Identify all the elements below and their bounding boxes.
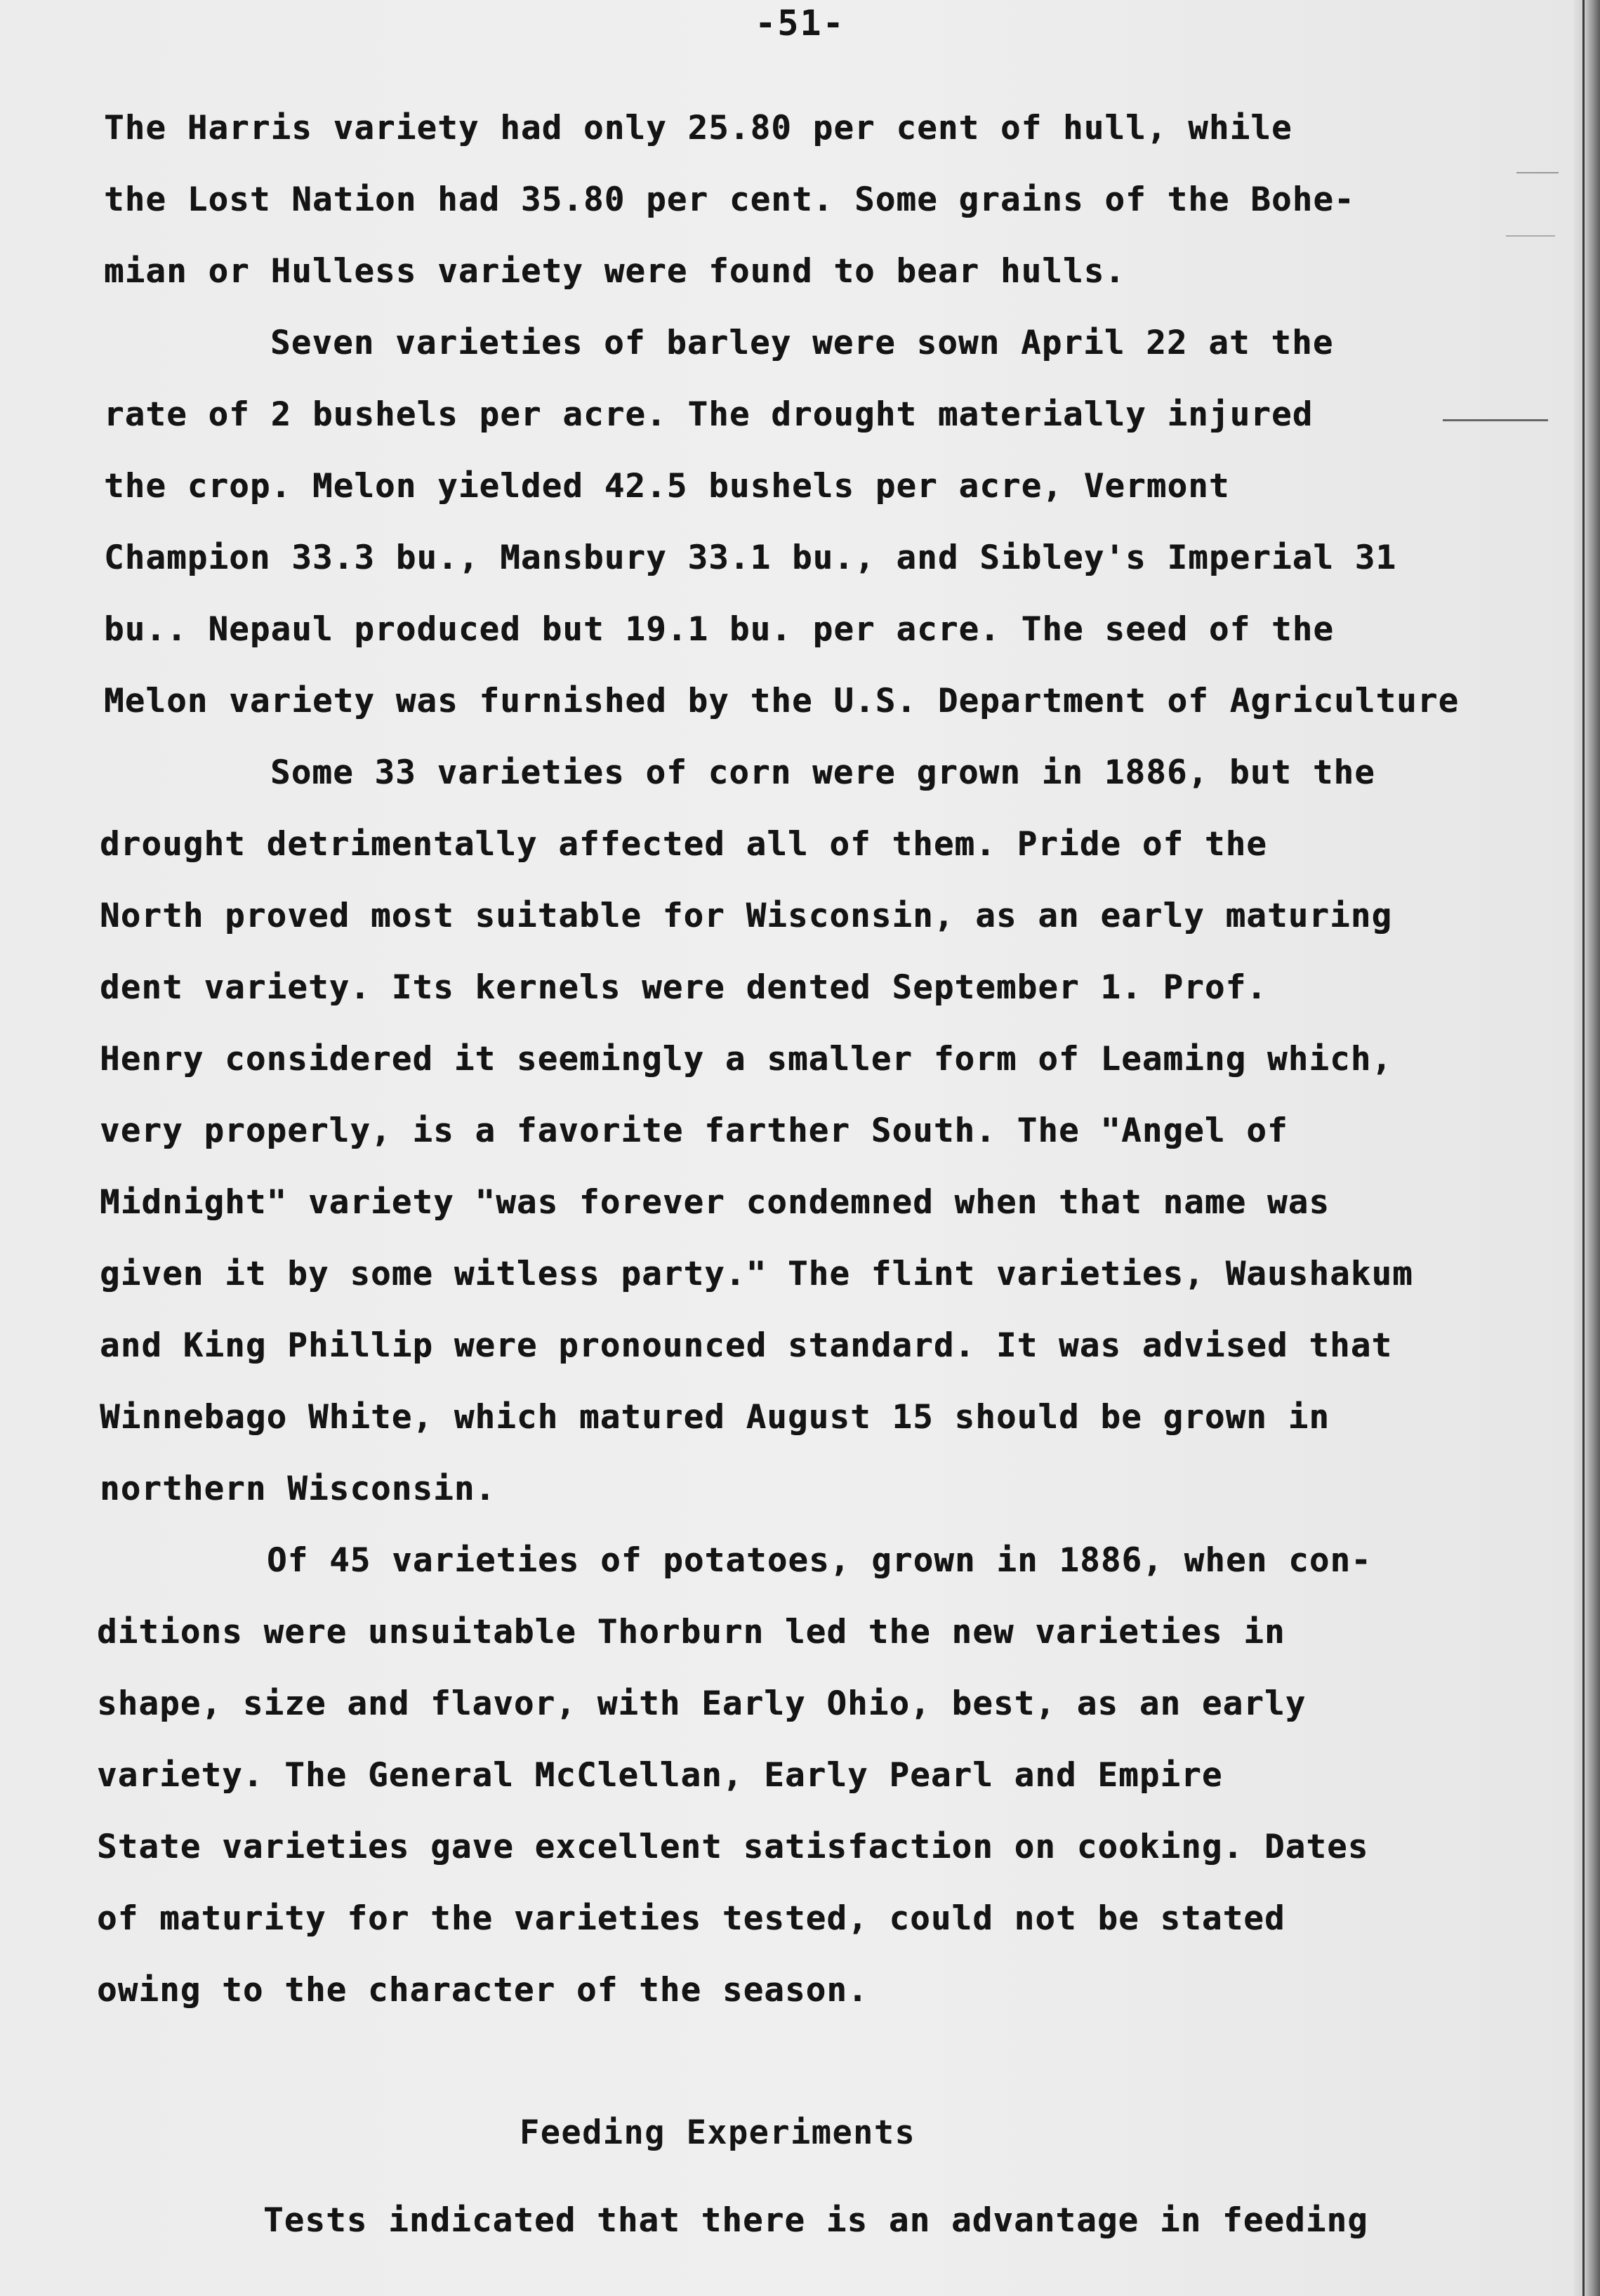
text-line: the crop. Melon yielded 42.5 bushels per acre, Vermont	[104, 467, 1230, 506]
text-line: State varieties gave excellent satisfaction on cooking. Dates	[97, 1828, 1369, 1866]
text-line: drought detrimentally affected all of them. Pride of the	[100, 825, 1267, 864]
text-line-indented: Tests indicated that there is an advantage in feeding	[263, 2201, 1368, 2240]
text-line: given it by some witless party." The flint varieties, Waushakum	[100, 1255, 1413, 1293]
section-heading: Feeding Experiments	[520, 2113, 916, 2152]
text-line: of maturity for the varieties tested, could not be stated	[97, 1899, 1285, 1938]
text-line: variety. The General McClellan, Early Pearl and Empire	[97, 1756, 1223, 1795]
text-line-indented: Some 33 varieties of corn were grown in 1886, but the	[270, 753, 1375, 792]
text-line: shape, size and flavor, with Early Ohio, best, as an early	[97, 1684, 1307, 1723]
text-line: owing to the character of the season.	[97, 1971, 868, 2010]
text-line: mian or Hulless variety were found to bear hulls.	[104, 252, 1126, 291]
text-line: and King Phillip were pronounced standard. It was advised that	[100, 1326, 1393, 1365]
margin-scan-speck	[1516, 172, 1559, 173]
text-line: Winnebago White, which matured August 15 should be grown in	[100, 1398, 1330, 1437]
text-line: The Harris variety had only 25.80 per cent of hull, while	[104, 109, 1292, 147]
text-line: Henry considered it seemingly a smaller form of Leaming which,	[100, 1040, 1393, 1078]
page-binding-edge	[1573, 0, 1600, 2296]
text-line: Midnight" variety "was forever condemned when that name was	[100, 1183, 1330, 1222]
text-line-indented: Of 45 varieties of potatoes, grown in 1886, when con-	[267, 1541, 1372, 1580]
text-line: ditions were unsuitable Thorburn led the new varieties in	[97, 1613, 1285, 1651]
text-line: North proved most suitable for Wisconsin, as an early maturing	[100, 897, 1393, 935]
text-line-indented: Seven varieties of barley were sown April 22 at the	[270, 324, 1334, 362]
text-line: bu.. Nepaul produced but 19.1 bu. per acre. The seed of the	[104, 610, 1335, 649]
text-line: the Lost Nation had 35.80 per cent. Some grains of the Bohe-	[104, 180, 1355, 219]
margin-pencil-mark	[1443, 419, 1548, 421]
binding-shadow-line	[1582, 0, 1585, 2296]
text-line: Melon variety was furnished by the U.S. Department of Agriculture	[104, 682, 1460, 720]
text-line: dent variety. Its kernels were dented September 1. Prof.	[100, 968, 1267, 1007]
text-line: very properly, is a favorite farther South. The "Angel of	[100, 1111, 1288, 1150]
text-line: rate of 2 bushels per acre. The drought materially injured	[104, 395, 1314, 434]
text-line: Champion 33.3 bu., Mansbury 33.1 bu., and Sibley's Imperial 31	[104, 539, 1397, 577]
page-number: -51-	[755, 3, 845, 44]
text-line: northern Wisconsin.	[100, 1470, 496, 1508]
margin-scan-speck	[1506, 235, 1555, 237]
